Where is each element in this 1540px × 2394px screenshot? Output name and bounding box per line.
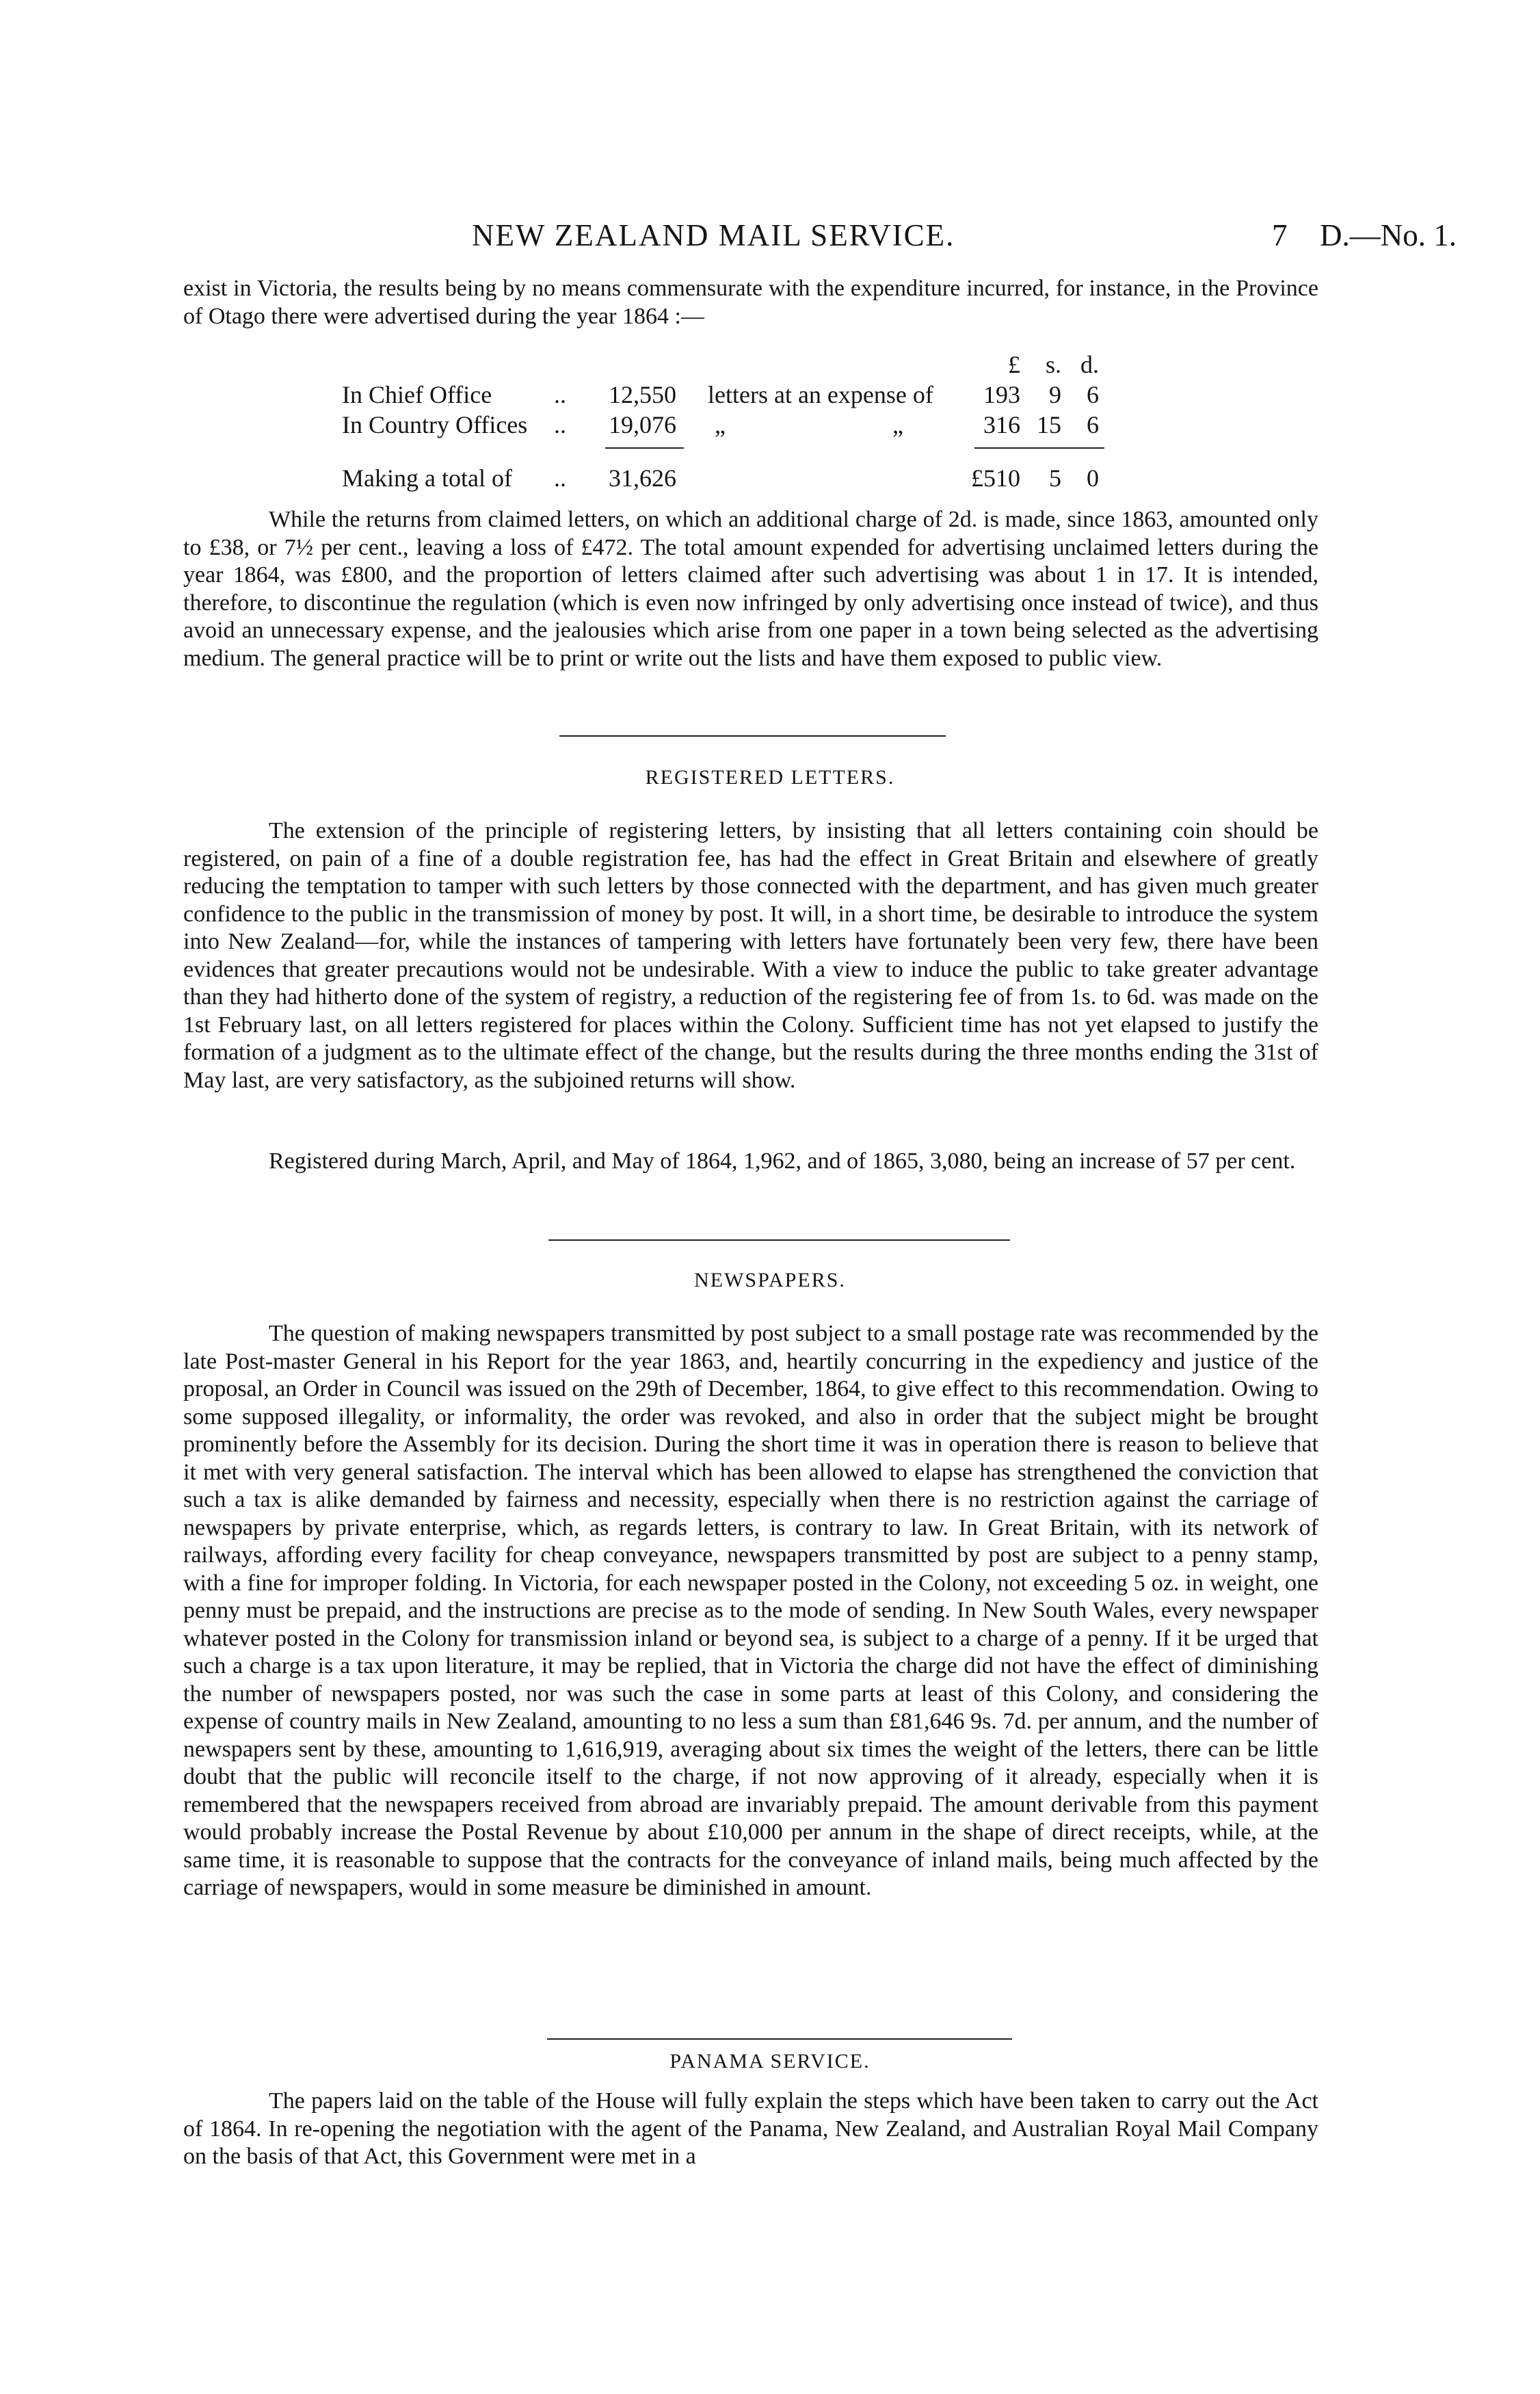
row-label: In Country Offices xyxy=(342,411,528,438)
claimed-letters-block xyxy=(183,506,1318,672)
section-divider xyxy=(548,1239,1010,1241)
registered-letters-block xyxy=(183,817,1318,1094)
panama-service-block xyxy=(183,2088,1318,2171)
amount-sum-rule xyxy=(974,447,1104,449)
leader-dots: .. xyxy=(554,464,566,492)
pounds-header: £ xyxy=(1008,351,1020,378)
document-reference: D.—No. 1. xyxy=(1320,218,1457,252)
leader-dots: .. xyxy=(554,381,566,408)
shillings-value: 9 xyxy=(1049,381,1061,408)
panama-service-heading: PANAMA SERVICE. xyxy=(669,2050,871,2073)
page-header xyxy=(0,218,1540,259)
intro-paragraph: exist in Victoria, the results being by no means commensurate with the expenditure incurred, for instance, in the Province of Otago there were advertised during the year 1864 :— xyxy=(183,276,1318,329)
running-title: NEW ZEALAND MAIL SERVICE. xyxy=(472,218,955,252)
section-divider xyxy=(547,2038,1012,2040)
total-pence: 0 xyxy=(1087,464,1099,492)
registered-increase-paragraph: Registered during March, April, and May of 1864, 1,962, and of 1865, 3,080, being an increase of 57 per cent. xyxy=(269,1148,1296,1174)
row-description: letters at an expense of xyxy=(708,381,933,408)
total-pounds: £510 xyxy=(971,464,1020,492)
registered-letters-paragraph: The extension of the principle of registering letters, by insisting that all letters containing coin should be registered, on pain of a fine of a double registration fee, has had the effect in Great Britain and elsewhere of greatly reducing the temptation to tamper with such letters by those connected with the department, and has given much greater confidence to the public in the transmission of money by post. It will, in a short time, be desirable to introduce the system into New Zealand—for, while the instances of tampering with letters have fortunately been very few, there have been evidences that greater precautions would not be undesirable. With a view to induce the public to take greater advantage than they had hitherto done of the system of registry, a reduction of the registering fee of from 1s. to 6d. was made on the 1st February last, on all letters registered for places within the Colony. Sufficient time has not yet elapsed to justify the formation of a judgment as to the ultimate effect of the change, but the results during the three months ending the 31st of May last, are very satisfactory, as the subjoined returns will show. xyxy=(183,818,1318,1093)
page-number: 7 xyxy=(1272,218,1288,252)
ditto-mark: „ xyxy=(715,411,726,438)
registered-letters-heading: REGISTERED LETTERS. xyxy=(645,766,895,789)
total-label: Making a total of xyxy=(342,464,512,492)
shillings-value: 15 xyxy=(1037,411,1061,438)
newspapers-paragraph: The question of making newspapers transmitted by post subject to a small postage rate was recommended by the late Post-master General in his Report for the year 1863, and, heartily concurring in the expediency and justice of the proposal, an Order in Council was issued on the 29th of December, 1864, to give effect to this recommendation. Owing to some supposed illegality, or informality, the order was revoked, and also in order that the subject might be brought prominently before the Assembly for its decision. During the short time it was in operation there is reason to believe that it met with very general satisfaction. The interval which has been allowed to elapse has strengthened the conviction that such a tax is alike demanded by fairness and necessity, especially when there is no restriction against the carriage of newspapers by private enterprise, which, as regards letters, is contrary to law. In Great Britain, with its network of railways, affording every facility for cheap conveyance, newspapers transmitted by post are subject to a penny stamp, with a fine for improper folding. In Victoria, for each newspaper posted in the Colony, not exceeding 5 oz. in weight, one penny must be prepaid, and the instructions are precise as to the mode of sending. In New South Wales, every newspaper whatever posted in the Colony for transmission inland or beyond sea, is subject to a charge of a penny. If it be urged that such a charge is a tax upon literature, it may be replied, that in Victoria the charge did not have the effect of diminishing the number of newspapers posted, nor was such the case in some parts at least of this Colony, and considering the expense of country mails in New Zealand, amounting to no less a sum than £81,646 9s. 7d. per annum, and the number of newspapers sent by these, amounting to 1,616,919, averaging about six times the weight of the letters, there can be little doubt that the public will reconcile itself to the charge, if not now approving of it already, especially when it is remembered that the newspapers received from abroad are invariably prepaid. The amount derivable from this payment would probably increase the Postal Revenue by about £10,000 per annum in the shape of direct receipts, while, at the same time, it is reasonable to suppose that the contracts for the conveyance of inland mails, being much affected by the carriage of newspapers, would in some measure be diminished in amount. xyxy=(183,1321,1318,1900)
letter-count: 12,550 xyxy=(609,381,676,408)
pence-header: d. xyxy=(1080,351,1099,378)
newspapers-heading: NEWSPAPERS. xyxy=(694,1269,846,1291)
shillings-header: s. xyxy=(1045,351,1061,378)
row-label: In Chief Office xyxy=(342,381,492,408)
registered-increase-block xyxy=(183,1148,1318,1176)
panama-service-paragraph: The papers laid on the table of the House will fully explain the steps which have been taken to carry out the Act of 1864. In re-opening the negotiation with the agent of the Panama, New Zealand, and Australian Royal Mail Company on the basis of that Act, this Government were met in a xyxy=(183,2088,1318,2169)
count-sum-rule xyxy=(605,447,684,449)
pounds-value: 316 xyxy=(983,411,1020,438)
section-divider xyxy=(559,735,946,737)
total-count: 31,626 xyxy=(609,464,676,492)
pence-value: 6 xyxy=(1087,411,1099,438)
pounds-value: 193 xyxy=(983,381,1020,408)
total-shillings: 5 xyxy=(1049,464,1061,492)
newspapers-block xyxy=(183,1320,1318,1902)
claimed-letters-paragraph: While the returns from claimed letters, on which an additional charge of 2d. is made, since 1863, amounted only to £38, or 7½ per cent., leaving a loss of £472. The total amount expended for advertising unclaimed letters during the year 1864, was £800, and the proportion of letters claimed after such advertising was about 1 in 17. It is intended, therefore, to discontinue the regulation (which is even now infringed by only advertising once instead of twice), and thus avoid an unnecessary expense, and the jealousies which arise from one paper in a town being selected as the advertising medium. The general practice will be to print or write out the lists and have them exposed to public view. xyxy=(183,507,1318,671)
pence-value: 6 xyxy=(1087,381,1099,408)
ditto-mark: „ xyxy=(892,411,903,438)
intro-paragraph-block xyxy=(183,275,1318,330)
letter-count: 19,076 xyxy=(609,411,676,438)
leader-dots: .. xyxy=(554,411,566,438)
